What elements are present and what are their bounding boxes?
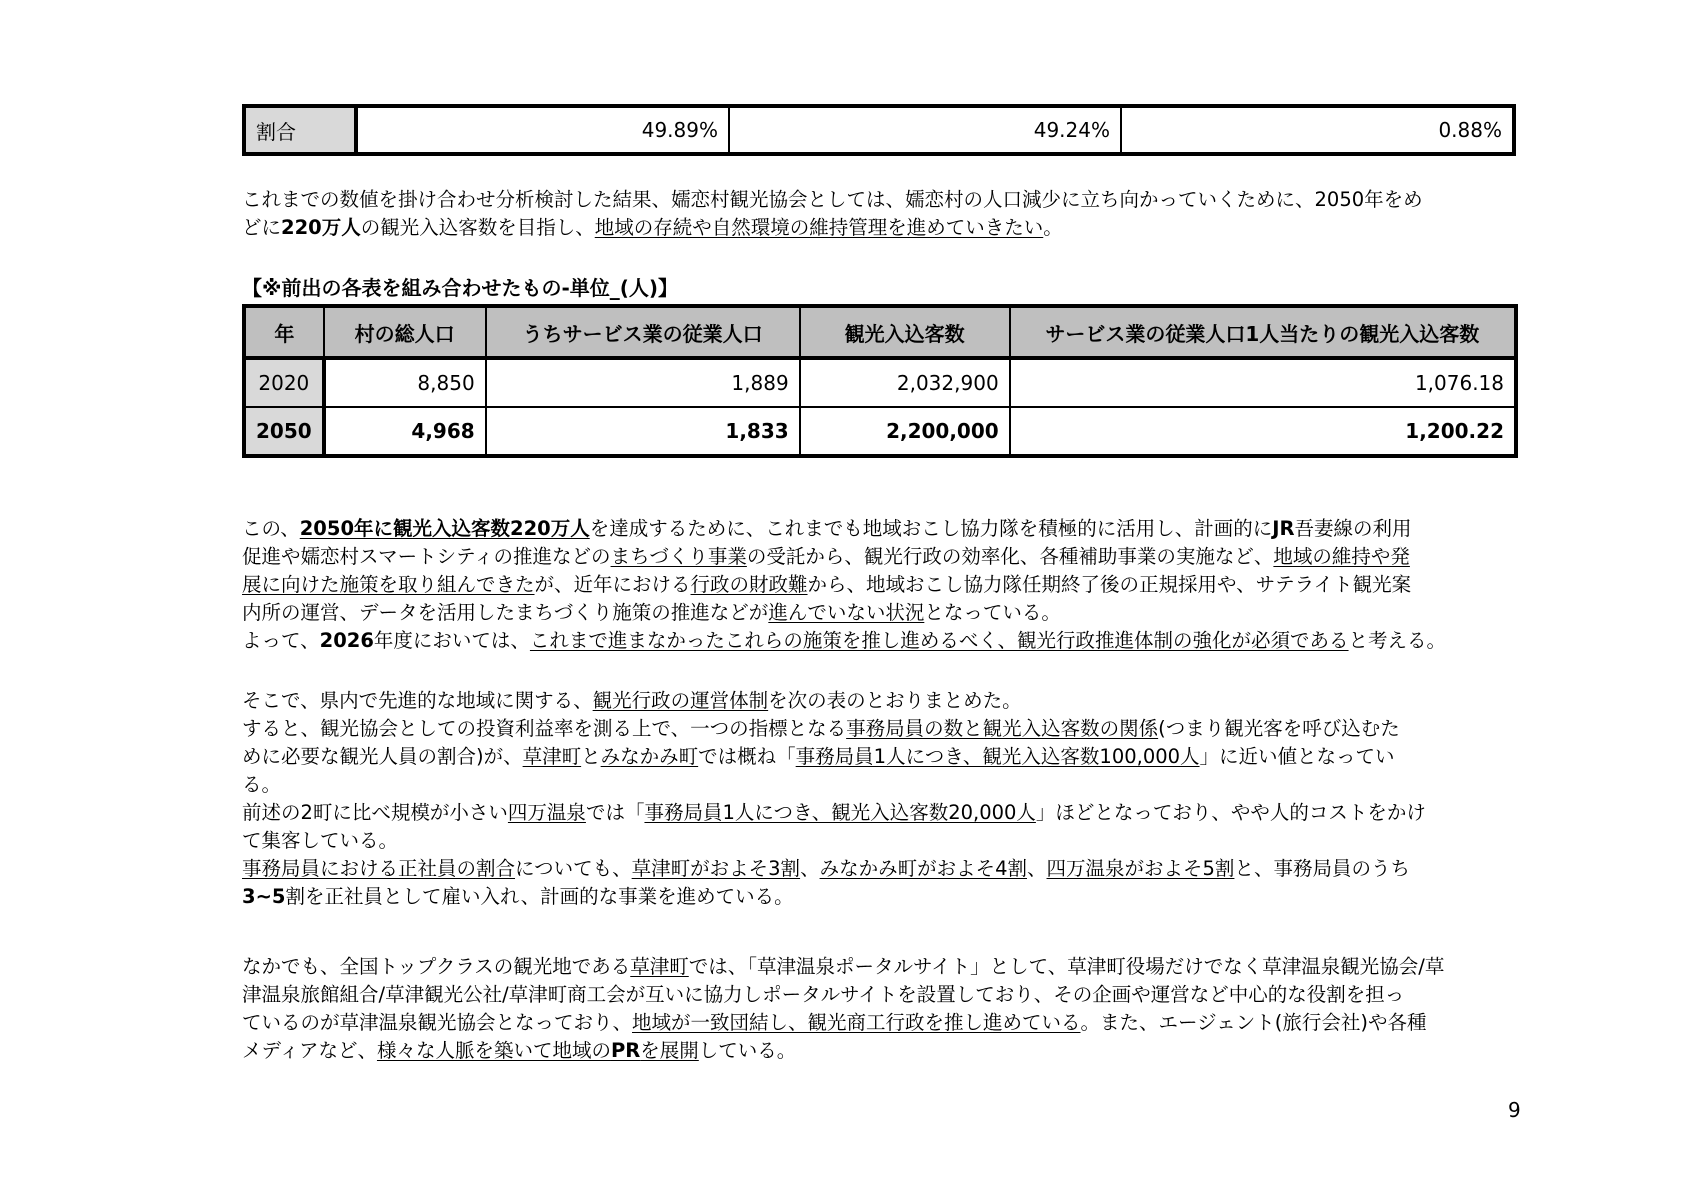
table-cell: 4,968 — [324, 407, 486, 456]
underlined-text: 草津町 — [522, 745, 582, 768]
text: 内所の運営、データを活用したまちづくり施策の推進などが — [242, 601, 769, 624]
page-number: 9 — [1508, 1098, 1521, 1122]
text-line — [242, 883, 1522, 911]
text-line — [242, 743, 1522, 771]
table-cell: 1,200.22 — [1010, 407, 1516, 456]
text-line — [242, 599, 1522, 627]
text-line — [242, 981, 1522, 1009]
text: についても、 — [515, 857, 632, 880]
text-line — [242, 855, 1522, 883]
text: 、 — [800, 857, 820, 880]
text: 。また、エージェント(旅行会社)や各種 — [1080, 1011, 1427, 1034]
underlined-text: 事務局員における正社員の割合 — [242, 857, 516, 880]
underlined-text: 事務局員の数と観光入込客数の関係 — [846, 717, 1159, 740]
text: を達成するために、これまでも地域おこし協力隊を積極的に活用し、計画的に — [589, 517, 1273, 540]
text: では、「草津温泉ポータルサイト」として、草津町役場だけでなく草津温泉観光協会/草 — [688, 955, 1445, 978]
text-line — [242, 715, 1522, 743]
column-header: 観光入込客数 — [800, 306, 1010, 358]
text: どに — [242, 216, 282, 239]
underlined-text: 行政の財政難 — [690, 573, 808, 596]
underlined-text: まちづくり事業 — [610, 545, 747, 568]
underlined-text: 四万温泉がおよそ5割 — [1046, 857, 1235, 880]
text-line — [242, 771, 1522, 799]
table-cell: 8,850 — [324, 358, 486, 407]
text: 」に近い値となってい — [1199, 745, 1395, 768]
text: の観光入込客数を目指し、 — [360, 216, 595, 239]
text: が、近年における — [534, 573, 691, 596]
text-line — [242, 827, 1522, 855]
text: を次の表のとおりまとめた。 — [768, 689, 1022, 712]
column-header: サービス業の従業人口1人当たりの観光入込客数 — [1010, 306, 1516, 358]
table-caption: 【※前出の各表を組み合わせたもの-単位_(人)】 — [242, 276, 679, 300]
underlined-text: 観光行政の運営体制 — [592, 689, 769, 712]
text-line — [242, 1009, 1522, 1037]
text-line — [242, 214, 1522, 242]
underlined-text: を展開 — [640, 1039, 699, 1062]
underlined-text: 2050年に観光入込客数220万人 — [299, 517, 590, 540]
table-cell: 1,076.18 — [1010, 358, 1516, 407]
underlined-text: みなかみ町 — [600, 745, 699, 768]
text: から、地域おこし協力隊任期終了後の正規採用や、サテライト観光案 — [807, 573, 1412, 596]
table-cell: 1,889 — [486, 358, 800, 407]
text: となっている。 — [924, 601, 1061, 624]
ratio-table — [242, 104, 1516, 156]
text-line — [242, 799, 1522, 827]
underlined-text: 進んでいない状況 — [768, 601, 925, 624]
text: 吾妻線の利用 — [1294, 517, 1412, 540]
bold-text: 220万人 — [281, 216, 361, 239]
text-line — [242, 687, 1522, 715]
text: と — [581, 745, 601, 768]
table-cell: 1,833 — [486, 407, 800, 456]
text-line — [242, 571, 1522, 599]
underlined-text: 地域の存続や自然環境の維持管理を進めていきたい — [594, 216, 1044, 239]
text: めに必要な観光人員の割合)が、 — [242, 745, 523, 768]
underlined-text: みなかみ町がおよそ4割 — [819, 857, 1027, 880]
text: すると、観光協会としての投資利益率を測る上で、一つの指標となる — [242, 717, 847, 740]
column-header: うちサービス業の従業人口 — [486, 306, 800, 358]
paragraph-3 — [242, 953, 1522, 1065]
text: よって、 — [242, 629, 320, 652]
table-row — [244, 407, 1516, 456]
paragraph-1 — [242, 515, 1522, 655]
text: (つまり観光客を呼び込むた — [1158, 717, 1400, 740]
underlined-text: 草津町 — [630, 955, 689, 978]
text: そこで、県内で先進的な地域に関する、 — [242, 689, 593, 712]
text: 。 — [1043, 216, 1063, 239]
text: と考える。 — [1348, 629, 1447, 652]
ratio-value: 49.89% — [356, 106, 729, 154]
text: 割を正社員として雇い入れ、計画的な事業を進めている。 — [285, 885, 794, 908]
column-header: 村の総人口 — [324, 306, 486, 358]
text: これまでの数値を掛け合わせ分析検討した結果、嬬恋村観光協会としては、嬬恋村の人口減少に立ち向かっていくために、2050年をめ — [242, 188, 1423, 211]
ratio-label: 割合 — [244, 106, 356, 154]
underlined-text: 様々な人脈を築いて地域の — [376, 1039, 611, 1062]
underlined-text: 地域が一致団結し、観光商工行政を推し進めている — [632, 1011, 1081, 1034]
ratio-value: 0.88% — [1121, 106, 1514, 154]
text-line — [242, 515, 1522, 543]
underlined-text: 事務局員1人につき、観光入込客数20,000人 — [644, 801, 1036, 824]
year-cell: 2050 — [244, 407, 324, 456]
text: る。 — [242, 773, 282, 796]
text: では「 — [585, 801, 645, 824]
text: している。 — [698, 1039, 797, 1062]
underlined-text: 地域の維持や発 — [1273, 545, 1410, 568]
text-line — [242, 186, 1522, 214]
text: の受託から、観光行政の効率化、各種補助事業の実施など、 — [746, 545, 1274, 568]
underlined-text: 展に向けた施策を取り組んできた — [242, 573, 535, 596]
text: 」ほどとなっており、やや人的コストをかけ — [1035, 801, 1426, 824]
text-line — [242, 543, 1522, 571]
paragraph-2 — [242, 687, 1522, 911]
text: 前述の2町に比べ規模が小さい — [242, 801, 508, 824]
table-header-row — [244, 306, 1516, 358]
text-line — [242, 627, 1522, 655]
combined-table — [242, 304, 1518, 458]
underlined-text: 四万温泉 — [507, 801, 586, 824]
text: この、 — [242, 517, 300, 540]
text-line — [242, 1037, 1522, 1065]
intro-paragraph — [242, 186, 1522, 242]
text: と、事務局員のうち — [1234, 857, 1410, 880]
bold-text: JR — [1272, 517, 1295, 540]
text: では概ね「 — [698, 745, 796, 768]
ratio-value: 49.24% — [729, 106, 1121, 154]
text: 年度においては、 — [373, 629, 530, 652]
text: 、 — [1027, 857, 1047, 880]
text: ているのが草津温泉観光協会となっており、 — [242, 1011, 633, 1034]
text: なかでも、全国トップクラスの観光地である — [242, 955, 631, 978]
table-cell: 2,032,900 — [800, 358, 1010, 407]
underlined-text: これまで進まなかったこれらの施策を推し進めるべく、観光行政推進体制の強化が必須である — [529, 629, 1349, 652]
underlined-text: 草津町がおよそ3割 — [631, 857, 801, 880]
column-header: 年 — [244, 306, 324, 358]
underlined-text: 事務局員1人につき、観光入込客数100,000人 — [795, 745, 1200, 768]
text: 促進や嬬恋村スマートシティの推進などの — [242, 545, 611, 568]
text-line — [242, 953, 1522, 981]
bold-text: 3~5 — [242, 885, 286, 908]
bold-text: 2026 — [319, 629, 374, 652]
year-cell: 2020 — [244, 358, 324, 407]
text: 津温泉旅館組合/草津観光公社/草津町商工会が互いに協力しポータルサイトを設置しており、その企画や運営など中心的な役割を担っ — [242, 983, 1405, 1006]
table-row — [244, 106, 1514, 154]
table-row — [244, 358, 1516, 407]
table-cell: 2,200,000 — [800, 407, 1010, 456]
text: メディアなど、 — [242, 1039, 377, 1062]
bold-text: PR — [610, 1039, 641, 1062]
text: て集客している。 — [242, 829, 399, 852]
